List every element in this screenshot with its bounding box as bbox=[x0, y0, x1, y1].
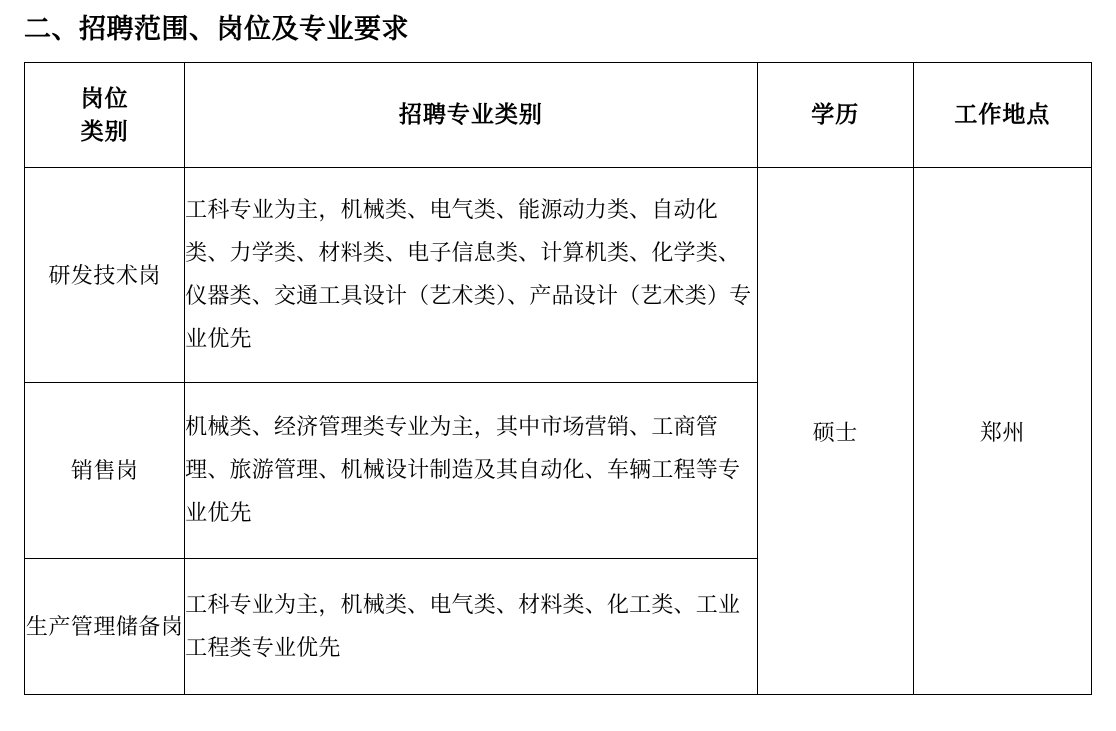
cell-category-production: 生产管理储备岗 bbox=[25, 559, 185, 695]
cell-major-rd: 工科专业为主，机械类、电气类、能源动力类、自动化类、力学类、材料类、电子信息类、计算机类、化学类、仪器类、交通工具设计（艺术类）、产品设计（艺术类）专业优先 bbox=[185, 168, 758, 383]
column-header-category-line1: 岗位 bbox=[80, 85, 129, 111]
page-title: 二、招聘范围、岗位及专业要求 bbox=[24, 14, 409, 44]
column-header-education: 学历 bbox=[757, 63, 913, 168]
table-header-row bbox=[25, 63, 1092, 168]
cell-location: 郑州 bbox=[913, 168, 1091, 695]
column-header-location: 工作地点 bbox=[913, 63, 1091, 168]
cell-major-production: 工科专业为主，机械类、电气类、材料类、化工类、工业工程类专业优先 bbox=[185, 559, 758, 695]
recruitment-requirements-table bbox=[24, 62, 1092, 695]
column-header-category-line2: 类别 bbox=[80, 119, 129, 144]
cell-category-sales: 销售岗 bbox=[25, 383, 185, 559]
cell-major-sales: 机械类、经济管理类专业为主，其中市场营销、工商管理、旅游管理、机械设计制造及其自动化、车辆工程等专业优先 bbox=[185, 383, 758, 559]
cell-category-rd: 研发技术岗 bbox=[25, 168, 185, 383]
column-header-major: 招聘专业类别 bbox=[185, 63, 758, 168]
cell-education: 硕士 bbox=[757, 168, 913, 695]
column-header-category bbox=[25, 63, 185, 168]
table-row bbox=[25, 168, 1092, 383]
